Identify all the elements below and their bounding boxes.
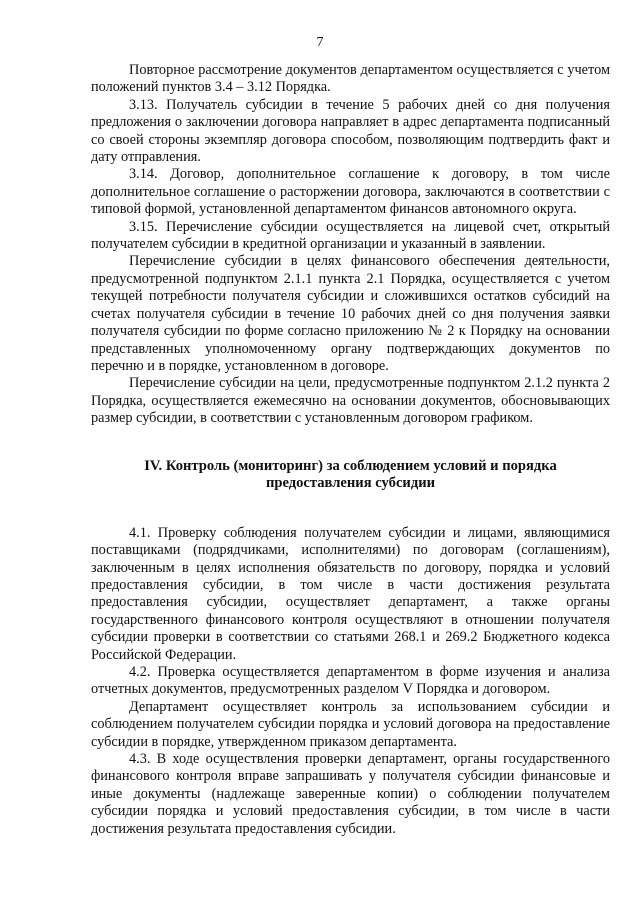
paragraph-review-repeat: Повторное рассмотрение документов департаментом осуществляется с учетом положений пунктов 3.4 – 3.12 Порядка.	[91, 62, 610, 96]
paragraph-transfer-financial-support: Перечисление субсидии в целях финансового обеспечения деятельности, предусмотренной подпунктом 2.1.1 пункта 2.1 Порядка, осуществляется с учетом текущей потребности получателя субсидии и сложившихся остатков субсидий на счетах получателя субсидии в течение 10 рабочих дней со дня получения заявки получателя субсидии по форме согласно приложению № 2 к Порядку на основании представленных уполномоченному органу подтверждающих документов по перечню и в порядке, установленном в договоре.	[91, 253, 610, 374]
paragraph-3-15: 3.15. Перечисление субсидии осуществляется на лицевой счет, открытый получателем субсидии в кредитной организации и указанный в заявлении.	[91, 218, 610, 253]
paragraph-4-1: 4.1. Проверку соблюдения получателем субсидии и лицами, являющимися поставщиками (подрядчиками, исполнителями) по договорам (соглашениям), заключенным в целях исполнения обязательств по договору, порядка и условий предоставления субсидии, в том числе в части достижения результата предоставления субсидии, осуществляет департамент, а также органы государственного финансового контроля осуществляют в отношении получателя субсидии проверки в соответствии со статьями 268.1 и 269.2 Бюджетного кодекса Российской Федерации.	[91, 524, 610, 663]
paragraph-4-3: 4.3. В ходе осуществления проверки департамент, органы государственного финансового контроля вправе запрашивать у получателя субсидии финансовые и иные документы (надлежаще заверенные копии) о соблюдении получателем субсидии порядка и условий предоставления субсидии, в том числе в части достижения результата предоставления субсидии.	[91, 751, 610, 837]
paragraph-transfer-monthly: Перечисление субсидии на цели, предусмотренные подпунктом 2.1.2 пункта 2 Порядка, осуществляется ежемесячно на основании документов, обосновывающих размер субсидии, в соответствии с установленным договором графиком.	[91, 375, 610, 427]
paragraph-4-2: 4.2. Проверка осуществляется департаментом в форме изучения и анализа отчетных документов, предусмотренных разделом V Порядка и договором.	[91, 663, 610, 698]
section-heading-line-1: IV. Контроль (мониторинг) за соблюдением условий и порядка	[144, 457, 557, 474]
section-heading	[91, 458, 610, 493]
paragraph-3-14: 3.14. Договор, дополнительное соглашение к договору, в том числе дополнительное соглашение о расторжении договора, заключаются в соответствии с типовой формой, установленной департаментом финансов автономного округа.	[91, 166, 610, 218]
page-number: 7	[316, 35, 324, 50]
section-heading-line-2: предоставления субсидии	[265, 475, 436, 492]
document-body	[91, 62, 610, 838]
paragraph-department-control: Департамент осуществляет контроль за использованием субсидии и соблюдением получателем субсидии порядка и условий договора на предоставление субсидии в порядке, утвержденном приказом департамента.	[91, 698, 610, 750]
paragraph-3-13: 3.13. Получатель субсидии в течение 5 рабочих дней со дня получения предложения о заключении договора направляет в адрес департамента подписанный со своей стороны экземпляр договора способом, позволяющим подтвердить факт и дату отправления.	[91, 96, 610, 166]
